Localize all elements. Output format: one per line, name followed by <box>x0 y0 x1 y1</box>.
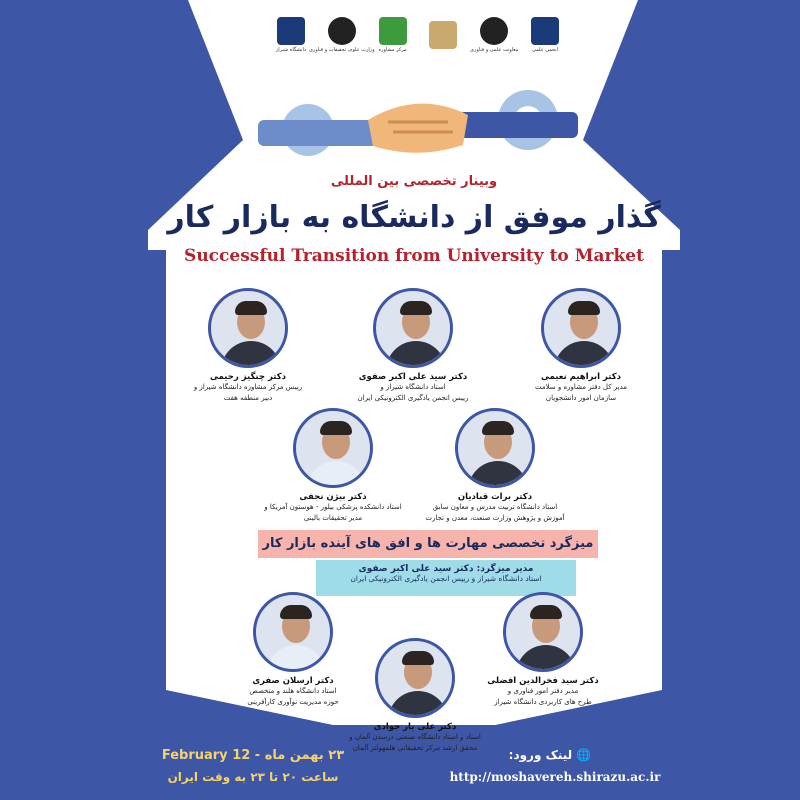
link-label: 🌐 لینک ورود: <box>508 748 592 762</box>
event-link[interactable]: http://moshavereh.shirazu.ac.ir <box>449 770 661 784</box>
avatar <box>373 288 453 368</box>
avatar <box>208 288 288 368</box>
page-title: گذار موفق از دانشگاه به بازار کار <box>167 200 661 235</box>
avatar <box>293 408 373 488</box>
handshake-icon <box>258 60 578 180</box>
event-time: ساعت ۲۰ تا ۲۳ به وقت ایران <box>167 770 339 784</box>
page-subtitle-en: Successful Transition from University to Market <box>184 246 644 266</box>
logo-row <box>268 10 568 60</box>
avatar <box>455 408 535 488</box>
speaker-card: دکتر ابراهیم نعیمی مدیر کل دفتر مشاوره و سلامت سازمان امور دانشجویان <box>506 288 656 404</box>
webinar-label: وبینار تخصصی بین المللی <box>330 174 498 189</box>
speaker-card: دکتر برات قبادیان استاد دانشگاه تربیت مدرس و معاون سابق آموزش و پژوهش وزارت صنعت، معدن و تجارت <box>420 408 570 524</box>
speaker-card: دکتر چنگیز رحیمی رییس مرکز مشاوره دانشگاه شیراز و دبیر منطقه هفت <box>173 288 323 404</box>
panelist-card: دکتر ارسلان صفری استاد دانشگاه هلند و متخصص حوزه مدیریت نوآوری کارآفرینی <box>218 592 368 708</box>
university-logo-icon: دانشگاه شیراز <box>268 12 314 58</box>
calligraphy-logo-icon <box>420 12 466 58</box>
panel-title: میزگرد تخصصی مهارت ها و افق های آینده بازار کار <box>258 530 598 558</box>
speaker-card: دکتر سید علی اکبر صفوی استاد دانشگاه شیراز و رییس انجمن یادگیری الکترونیکی ایران <box>338 288 488 404</box>
panelist-card: دکتر علی یار جوادی استاد و استاد دانشگاه صنعتی درسدن آلمان و محقق ارشد مرکز تحقیقاتی هلمهولتز آلمان <box>340 638 490 754</box>
globe-icon: 🌐 <box>576 748 592 762</box>
avatar <box>503 592 583 672</box>
avatar <box>541 288 621 368</box>
moderator-box: مدیر میزگرد: دکتر سید علی اکبر صفوی استاد دانشگاه شیراز و رییس انجمن یادگیری الکترونیکی ایران <box>316 560 576 596</box>
institute-logo-icon: انجمن علمی <box>522 12 568 58</box>
avatar <box>253 592 333 672</box>
event-date: ۲۳ بهمن ماه - 12 February <box>161 748 345 763</box>
technology-logo-icon: مرکز مشاوره <box>370 12 416 58</box>
poster <box>148 0 680 800</box>
avatar <box>375 638 455 718</box>
speaker-card: دکتر بیژن نجفی استاد دانشکده پزشکی بیلور - هوستون آمریکا و مدیر تحقیقات بالینی <box>258 408 408 524</box>
panelist-card: دکتر سید فخرالدین افضلی مدیر دفتر امور فناوری و طرح های کاربردی دانشگاه شیراز <box>468 592 618 708</box>
ministry-logo-icon: وزارت علوم، تحقیقات و فناوری <box>319 12 365 58</box>
gear-logo-icon: معاونت علمی و فناوری <box>471 12 517 58</box>
